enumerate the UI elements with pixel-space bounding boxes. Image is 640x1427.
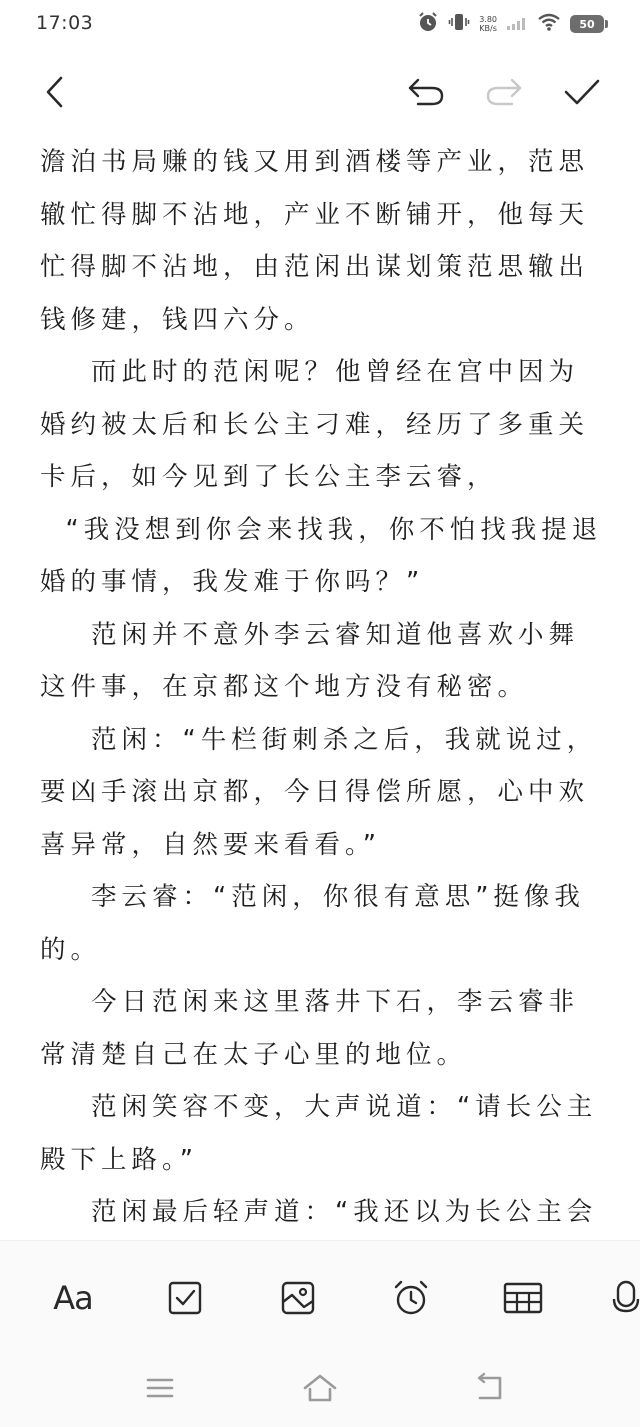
home-button[interactable] [300, 1370, 340, 1406]
insert-image-button[interactable] [275, 1275, 321, 1321]
undo-button[interactable] [404, 70, 448, 114]
battery-indicator: 50 [570, 15, 604, 33]
image-icon [280, 1280, 316, 1316]
note-paragraph: 范闲笑容不变，大声说道：“请长公主殿下上路。” [40, 1092, 598, 1175]
reminder-button[interactable] [388, 1275, 434, 1321]
editor-toolbar [0, 62, 640, 122]
table-icon [503, 1281, 543, 1315]
recent-apps-button[interactable] [140, 1370, 180, 1406]
network-speed-unit: KB/s [479, 24, 497, 33]
system-back-button[interactable] [468, 1370, 508, 1406]
text-format-button[interactable] [50, 1275, 96, 1321]
note-paragraph: 李云睿：“范闲，你很有意思”挺像我的。 [40, 882, 585, 965]
wifi-icon [537, 13, 561, 35]
note-paragraph: 澹泊书局赚的钱又用到酒楼等产业，范思辙忙得脚不沾地，产业不断铺开，他每天忙得脚不沾地，由范闲出谋划策范思辙出钱修建，钱四六分。 [40, 147, 590, 335]
home-icon [302, 1373, 338, 1403]
status-bar [0, 0, 640, 48]
text-format-label: Aa [53, 1279, 93, 1317]
network-speed [479, 15, 497, 33]
insert-table-button[interactable] [500, 1275, 546, 1321]
microphone-icon [612, 1279, 640, 1317]
alarm-clock-icon [392, 1279, 430, 1317]
note-editor[interactable] [40, 136, 608, 1236]
voice-input-button[interactable] [612, 1275, 640, 1321]
format-toolbar [0, 1240, 640, 1350]
note-paragraph: 今日范闲来这里落井下石，李云睿非常清楚自己在太子心里的地位。 [40, 987, 580, 1070]
status-icons [417, 12, 604, 36]
system-nav-bar [0, 1350, 640, 1427]
done-button[interactable] [560, 70, 604, 114]
note-paragraph: 范闲：“牛栏街刺杀之后，我就说过，要凶手滚出京都，今日得偿所愿，心中欢喜异常，自然要来看看。” [40, 724, 598, 860]
redo-button[interactable] [482, 70, 526, 114]
alarm-status-icon [417, 11, 439, 37]
checklist-button[interactable] [162, 1275, 208, 1321]
status-time: 17:03 [36, 12, 94, 34]
vibrate-icon [448, 11, 470, 37]
cell-signal-icon [506, 15, 528, 34]
note-paragraph: 范闲最后轻声道：“我还以为长公主会 [91, 1197, 598, 1227]
undo-icon [406, 76, 446, 108]
back-icon [472, 1374, 504, 1402]
note-paragraph: 范闲并不意外李云睿知道他喜欢小舞这件事，在京都这个地方没有秘密。 [40, 619, 580, 702]
check-icon [563, 77, 601, 107]
network-speed-value: 3.80 [479, 15, 497, 24]
checkbox-icon [167, 1280, 203, 1316]
back-button[interactable] [34, 70, 78, 114]
note-paragraph: 而此时的范闲呢？他曾经在宫中因为婚约被太后和长公主刁难，经历了多重关卡后，如今见到了长公主李云睿， [40, 357, 590, 492]
menu-icon [145, 1376, 175, 1400]
redo-icon [484, 76, 524, 108]
chevron-left-icon [41, 75, 71, 109]
note-paragraph: “我没想到你会来找我，你不怕找我提退婚的事情，我发难于你吗？” [40, 514, 603, 597]
